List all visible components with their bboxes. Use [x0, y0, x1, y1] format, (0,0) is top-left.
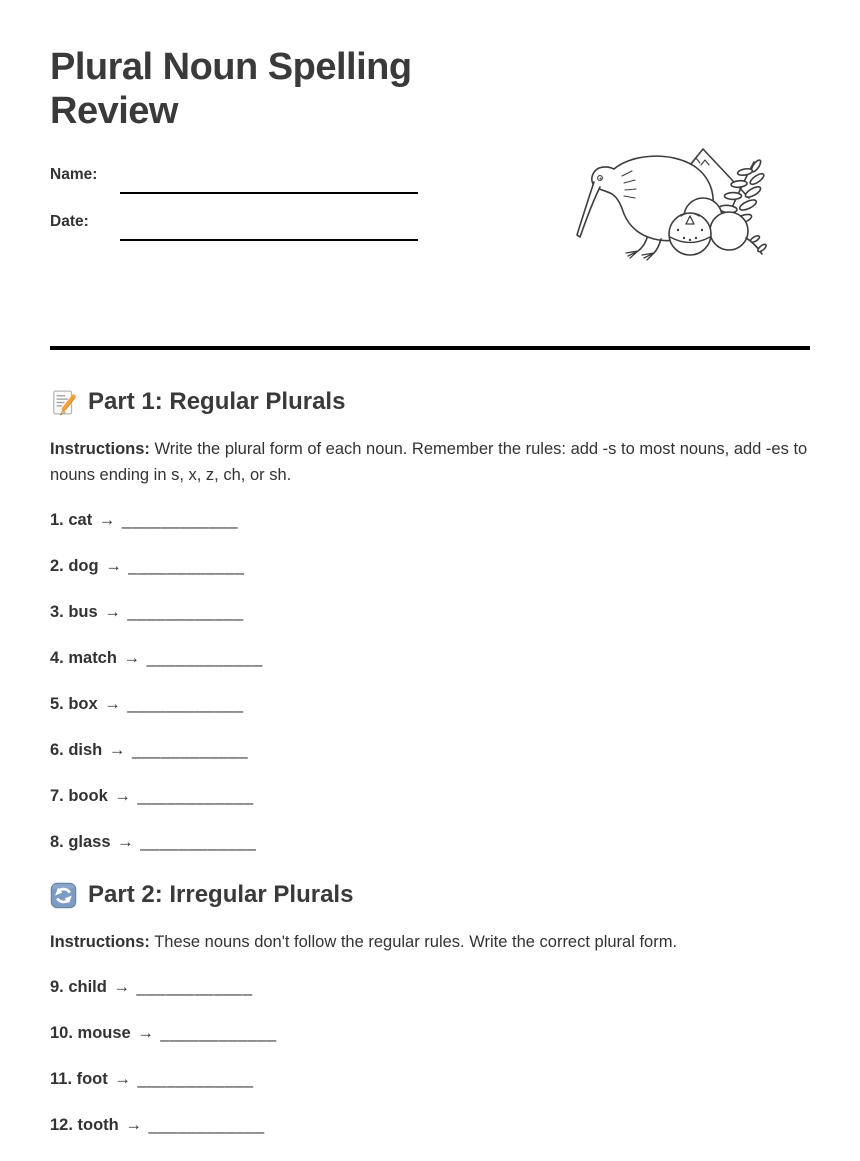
arrow-icon: → [113, 978, 130, 996]
item-label: 9. child [50, 978, 107, 996]
item-label: 2. dog [50, 557, 99, 575]
arrow-icon: → [137, 1024, 154, 1042]
answer-blank: ____________ [121, 511, 239, 529]
item-label: 7. book [50, 787, 108, 805]
date-blank-line [120, 217, 418, 241]
answer-blank: ____________ [160, 1024, 277, 1042]
item-label: 6. dish [50, 741, 103, 759]
item-label: 10. mouse [50, 1024, 131, 1042]
arrow-icon: → [114, 787, 131, 805]
section-divider [50, 346, 810, 350]
part1-instructions [50, 436, 810, 488]
part1-items [50, 510, 810, 853]
memo-icon [50, 389, 77, 416]
arrow-icon: → [123, 649, 141, 667]
instructions-text: Write the plural form of each noun. Remember the rules: add -s to most nouns, add -es to nouns ending in s, x, z, ch, or sh. [50, 440, 808, 484]
item-label: 1. cat [50, 511, 93, 529]
arrow-icon: → [114, 1070, 131, 1088]
worksheet-item-10 [50, 1023, 810, 1044]
item-label: 8. glass [50, 833, 111, 851]
worksheet-item-12 [50, 1115, 810, 1136]
answer-blank: ____________ [137, 787, 254, 805]
arrow-icon: → [105, 557, 122, 575]
worksheet-item-11 [50, 1069, 810, 1090]
page-title: Plural Noun Spelling Review [50, 46, 412, 132]
arrow-icon: → [117, 833, 134, 851]
item-label: 5. box [50, 695, 98, 713]
date-field-row [50, 210, 418, 234]
date-label: Date: [50, 213, 89, 230]
arrow-icon: → [104, 603, 121, 621]
name-field-row [50, 163, 418, 187]
worksheet-item-8 [50, 832, 810, 853]
answer-blank: ____________ [148, 1116, 265, 1134]
arrow-icon: → [104, 695, 121, 713]
instructions-label: Instructions: [50, 440, 150, 458]
name-label: Name: [50, 166, 98, 183]
part2-heading-label: Part 2: Irregular Plurals [88, 881, 354, 908]
item-label: 11. foot [50, 1070, 108, 1088]
answer-blank: ____________ [127, 603, 244, 621]
answer-blank: ____________ [128, 557, 245, 575]
worksheet-item-4 [50, 648, 810, 669]
arrow-icon: → [125, 1116, 142, 1134]
part1-heading-label: Part 1: Regular Plurals [88, 388, 346, 415]
worksheet-item-7 [50, 786, 810, 807]
worksheet-item-1 [50, 510, 810, 531]
worksheet-item-6 [50, 740, 810, 761]
answer-blank: ____________ [140, 833, 257, 851]
kiwi-illustration [573, 138, 788, 278]
worksheet-item-3 [50, 602, 810, 623]
answer-blank: ____________ [127, 695, 244, 713]
part2-heading [50, 879, 810, 911]
part2-instructions [50, 929, 810, 955]
answer-blank: ____________ [136, 978, 253, 996]
arrow-icon: → [108, 741, 126, 759]
part2-items [50, 977, 810, 1136]
name-blank-line [120, 170, 418, 194]
item-label: 12. tooth [50, 1116, 119, 1134]
arrow-icon: → [98, 511, 116, 529]
part1-heading [50, 386, 810, 418]
answer-blank: ____________ [137, 1070, 254, 1088]
instructions-label: Instructions: [50, 933, 150, 951]
counterclockwise-arrows-icon [50, 882, 77, 909]
answer-blank: ____________ [131, 741, 249, 759]
answer-blank: ____________ [146, 649, 263, 667]
worksheet-item-5 [50, 694, 810, 715]
instructions-text: These nouns don't follow the regular rules. Write the correct plural form. [154, 933, 678, 951]
item-label: 3. bus [50, 603, 98, 621]
worksheet-item-9 [50, 977, 810, 998]
worksheet-item-2 [50, 556, 810, 577]
item-label: 4. match [50, 649, 117, 667]
